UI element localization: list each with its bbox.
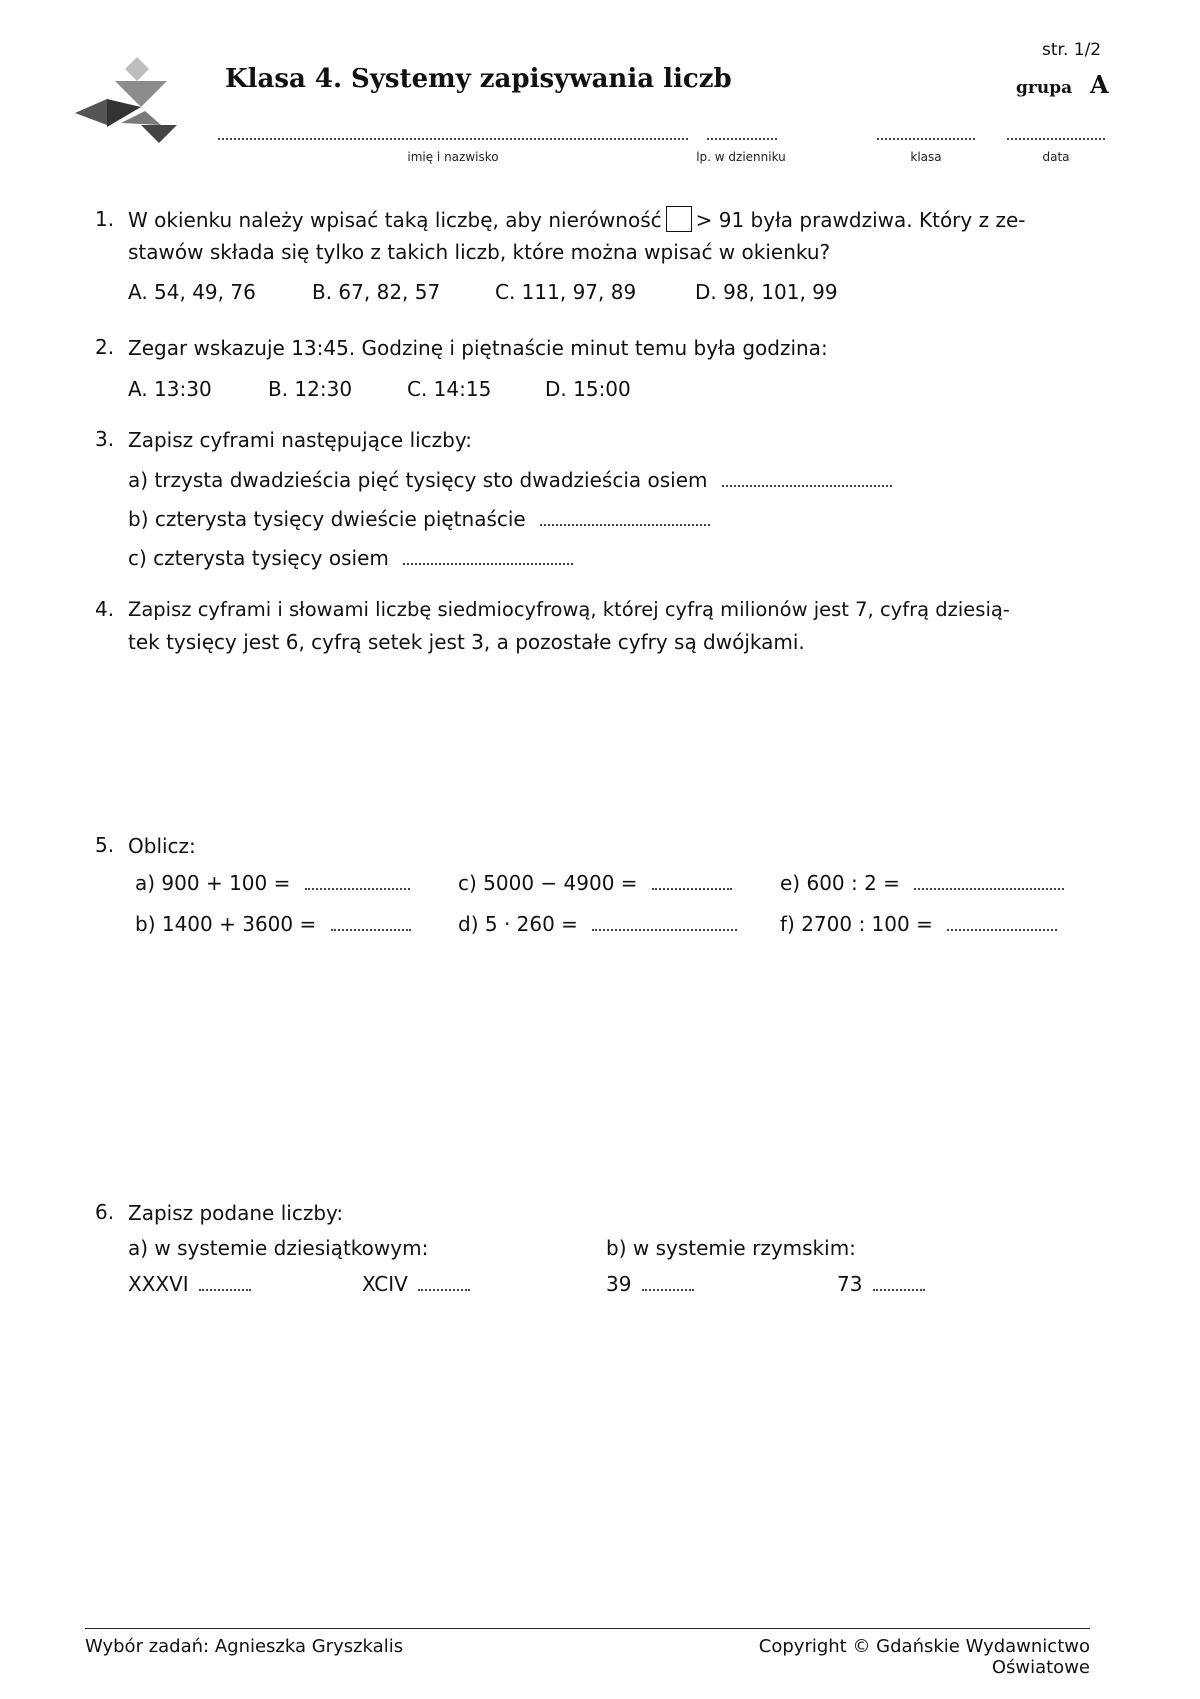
date-field[interactable] <box>1007 130 1105 140</box>
publisher-logo <box>75 55 185 145</box>
question-1-text-part2: > 91 była prawdziwa. Który z ze- <box>695 208 1026 232</box>
answer-box <box>666 206 692 232</box>
question-6-value-3-text: 39 <box>606 1272 632 1296</box>
answer-field[interactable] <box>592 915 737 931</box>
question-2-option-a[interactable]: A. 13:30 <box>128 377 212 401</box>
question-3-number: 3. <box>95 427 115 451</box>
question-5-item-c-text: c) 5000 − 4900 = <box>458 871 638 895</box>
question-4-line2: tek tysięcy jest 6, cyfrą setek jest 3, a pozostałe cyfry są dwójkami. <box>128 630 805 654</box>
answer-field[interactable] <box>199 1275 251 1291</box>
answer-field[interactable] <box>540 510 710 526</box>
question-3-item-a <box>128 465 892 495</box>
question-6-value-3 <box>606 1269 694 1299</box>
question-3-item-b <box>128 504 710 534</box>
name-label: imię i nazwisko <box>407 150 499 164</box>
question-4-line1: Zapisz cyframi i słowami liczbę siedmiocyfrową, której cyfrą milionów jest 7, cyfrą dziesią- <box>128 598 1010 621</box>
question-2-option-d[interactable]: D. 15:00 <box>545 377 631 401</box>
question-1-number: 1. <box>95 207 115 231</box>
question-6-text: Zapisz podane liczby: <box>128 1201 344 1225</box>
question-5-item-f <box>780 909 1057 939</box>
question-6-value-2 <box>362 1269 470 1299</box>
question-5-text: Oblicz: <box>128 834 196 858</box>
question-1-text-part1: W okienku należy wpisać taką liczbę, aby nierówność <box>128 208 662 232</box>
question-3-item-c-text: c) czterysta tysięcy osiem <box>128 546 389 570</box>
question-3-item-a-text: a) trzysta dwadzieścia pięć tysięcy sto dwadzieścia osiem <box>128 468 708 492</box>
question-2-option-c[interactable]: C. 14:15 <box>407 377 492 401</box>
footer-divider <box>85 1628 1090 1629</box>
question-5-item-c <box>458 868 732 898</box>
question-5-item-b <box>135 909 411 939</box>
question-1-option-d[interactable]: D. 98, 101, 99 <box>695 280 838 304</box>
group-value: A <box>1090 70 1109 99</box>
question-6-sub-a: a) w systemie dziesiątkowym: <box>128 1236 429 1260</box>
question-5-item-e-text: e) 600 : 2 = <box>780 871 900 895</box>
question-2-number: 2. <box>95 335 115 359</box>
answer-field[interactable] <box>947 915 1057 931</box>
question-5-item-e <box>780 868 1064 898</box>
question-6-value-1-text: XXXVI <box>128 1272 189 1296</box>
page-title: Klasa 4. Systemy zapisywania liczb <box>225 64 732 94</box>
question-5-item-a <box>135 868 410 898</box>
question-6-value-4-text: 73 <box>837 1272 863 1296</box>
question-5-item-f-text: f) 2700 : 100 = <box>780 912 933 936</box>
answer-field[interactable] <box>305 874 410 890</box>
group-label: grupa <box>1016 78 1073 98</box>
question-5-item-b-text: b) 1400 + 3600 = <box>135 912 317 936</box>
date-label: data <box>1042 150 1070 164</box>
question-1-text <box>128 205 1088 235</box>
question-2-option-b[interactable]: B. 12:30 <box>268 377 353 401</box>
question-6-value-4 <box>837 1269 925 1299</box>
class-label: klasa <box>910 150 942 164</box>
class-field[interactable] <box>877 130 975 140</box>
footer-author: Wybór zadań: Agnieszka Gryszkalis <box>85 1636 404 1657</box>
answer-field[interactable] <box>642 1275 694 1291</box>
question-6-number: 6. <box>95 1200 115 1224</box>
question-5-item-d-text: d) 5 · 260 = <box>458 912 578 936</box>
answer-field[interactable] <box>873 1275 925 1291</box>
question-6-value-2-text: XCIV <box>362 1272 408 1296</box>
question-5-item-d <box>458 909 737 939</box>
answer-field[interactable] <box>652 874 732 890</box>
answer-field[interactable] <box>331 915 411 931</box>
register-number-field[interactable] <box>707 130 777 140</box>
answer-field[interactable] <box>914 874 1064 890</box>
answer-field[interactable] <box>722 471 892 487</box>
question-1-option-b[interactable]: B. 67, 82, 57 <box>312 280 441 304</box>
footer-copyright: Copyright © Gdańskie Wydawnictwo Oświatowe <box>758 1636 1090 1678</box>
question-3-text: Zapisz cyframi następujące liczby: <box>128 428 472 452</box>
question-3-item-c <box>128 543 573 573</box>
question-1-text-line2: stawów składa się tylko z takich liczb, które można wpisać w okienku? <box>128 240 831 264</box>
question-4-number: 4. <box>95 597 115 621</box>
question-5-item-a-text: a) 900 + 100 = <box>135 871 291 895</box>
answer-field[interactable] <box>418 1275 470 1291</box>
question-5-number: 5. <box>95 833 115 857</box>
question-1-option-a[interactable]: A. 54, 49, 76 <box>128 280 256 304</box>
question-6-sub-b: b) w systemie rzymskim: <box>606 1236 856 1260</box>
answer-field[interactable] <box>403 549 573 565</box>
page-number: str. 1/2 <box>1042 40 1102 60</box>
question-3-item-b-text: b) czterysta tysięcy dwieście piętnaście <box>128 507 526 531</box>
question-6-value-1 <box>128 1269 251 1299</box>
name-field[interactable] <box>218 130 688 140</box>
question-2-text: Zegar wskazuje 13:45. Godzinę i piętnaście minut temu była godzina: <box>128 336 828 360</box>
question-1-option-c[interactable]: C. 111, 97, 89 <box>495 280 637 304</box>
register-number-label: lp. w dzienniku <box>696 150 786 164</box>
